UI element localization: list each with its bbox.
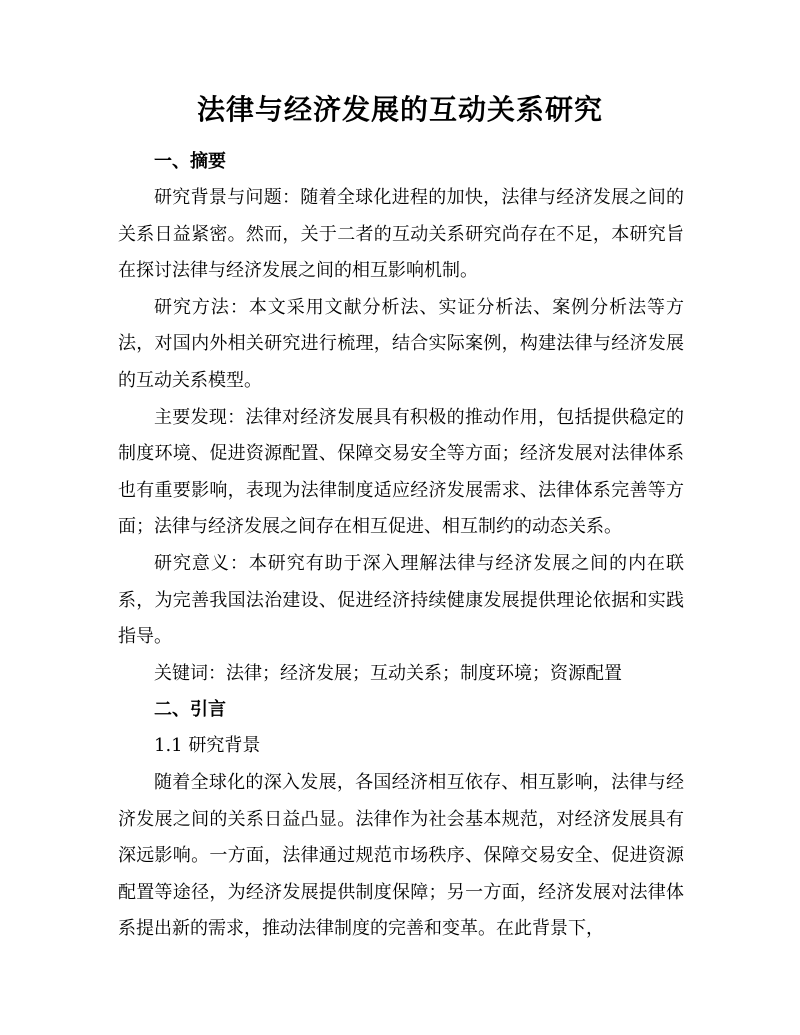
abstract-heading: 一、摘要 — [154, 151, 226, 172]
intro-paragraph: 随着全球化的深入发展，各国经济相互依存、相互影响，法律与经济发展之间的关系日益凸显。法律作为社会基本规范，对经济发展具有深远影响。一方面，法律通过规范市场秩序、保障交易安全、促进资源配置等途径，为经济发展提供制度保障；另一方面，经济发展对法律体系提出新的需求，推动法律制度的完善和变革。在此背景下， — [118, 771, 684, 940]
document-body — [118, 144, 684, 948]
intro-sub-heading: 1.1 研究背景 — [154, 735, 261, 757]
keywords-line: 关键词：法律；经济发展；互动关系；制度环境；资源配置 — [154, 662, 622, 684]
abstract-findings-paragraph: 主要发现：法律对经济发展具有积极的推动作用，包括提供稳定的制度环境、促进资源配置、保障交易安全等方面；经济发展对法律体系也有重要影响，表现为法律制度适应经济发展需求、法律体系完善等方面；法律与经济发展之间存在相互促进、相互制约的动态关系。 — [118, 406, 684, 538]
intro-heading: 二、引言 — [154, 699, 226, 721]
abstract-significance-paragraph: 研究意义：本研究有助于深入理解法律与经济发展之间的内在联系，为完善我国法治建设、促进经济持续健康发展提供理论依据和实践指导。 — [118, 552, 684, 648]
abstract-background-paragraph: 研究背景与问题：随着全球化进程的加快，法律与经济发展之间的关系日益紧密。然而，关于二者的互动关系研究尚存在不足，本研究旨在探讨法律与经济发展之间的相互影响机制。 — [118, 187, 684, 282]
abstract-methods-paragraph: 研究方法：本文采用文献分析法、实证分析法、案例分析法等方法，对国内外相关研究进行梳理，结合实际案例，构建法律与经济发展的互动关系模型。 — [118, 296, 684, 391]
document-title: 法律与经济发展的互动关系研究 — [196, 93, 603, 126]
